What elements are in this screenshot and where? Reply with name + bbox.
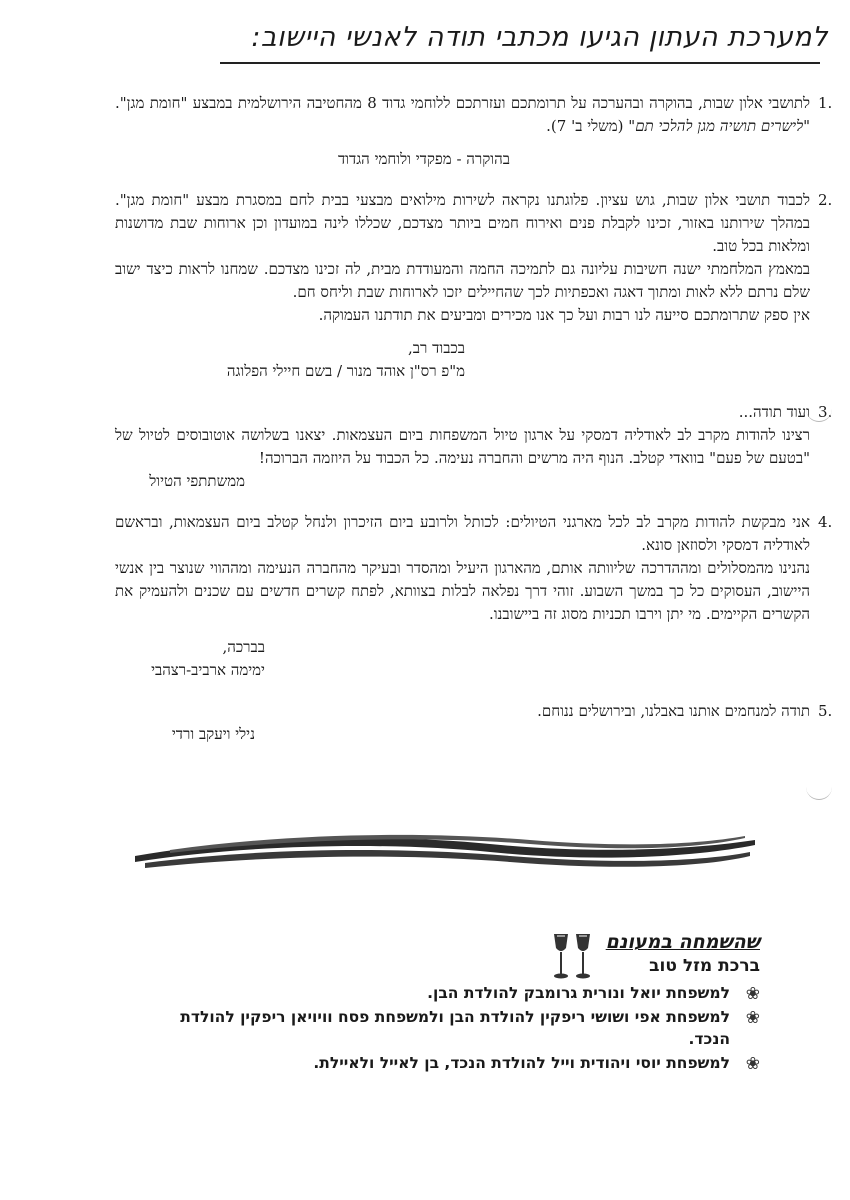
letter-signature: נילי ויעקב ורדי — [171, 725, 255, 743]
letter-paragraph: נהנינו מהמסלולים ומההדרכה שליוותה אותם, מהארגון היעיל ומהסדר ובעיקר מהחברה הנעימה ומההווי שנוצר בין אנשי היישוב, העסוקים כל כך במשך השבוע. זוהי דרך נפלאה לבלות בצוותא, לפתח קשרים חדשים עם שכנים ולהעמיק את הקשרים הקיימים. מי יתן וירבו תכניות מסוג זה ביישובנו. — [115, 559, 810, 623]
item-number: .4 — [818, 513, 833, 531]
page-heading: למערכת העתון הגיעו מכתבי תודה לאנשי היישוב: — [251, 22, 828, 53]
quote-source: (משלי ב' 7). — [546, 117, 624, 135]
letter-signature: ימימה ארביב-רצהבי — [151, 661, 265, 679]
celebration-list — [80, 982, 760, 1074]
flower-icon: ❀ — [745, 1054, 760, 1074]
letter-closing: בברכה, — [222, 638, 265, 656]
celebration-section — [80, 930, 760, 1076]
wave-divider — [130, 828, 760, 878]
letter-item — [115, 92, 833, 171]
letters-list — [115, 92, 833, 764]
letter-paragraph — [115, 92, 810, 138]
celebration-title: שהשמחה במעונם — [605, 931, 760, 953]
letter-paragraph: לכבוד תושבי אלון שבות, גוש עציון. פלוגתנו נקראה לשירות מילואים מבצעי בבית לחם במסגרת מבצע "חומת מגן". במהלך שירותנו באזור, זכינו לקבלת פנים ואירוח חמים ביותר מצדכם, שכללו לינה במועדון וכן ארוחות שבת מדושנות ומלאות בכל טוב. — [115, 191, 810, 255]
letter-item — [115, 401, 833, 493]
list-item-text: למשפחת אפי ושושי ריפקין להולדת הבן ולמשפחת פסח וויויאן ריפקין להולדת הנכד. — [180, 1008, 730, 1048]
list-item — [170, 1006, 760, 1050]
letter-paragraph: תודה למנחמים אותנו באבלנו, ובירושלים ננוחם. — [537, 702, 810, 720]
letter-paragraph: ועוד תודה... — [738, 403, 810, 421]
letter-item — [115, 189, 833, 383]
letter-signature: בהוקרה - מפקדי ולוחמי הגדוד — [337, 150, 510, 168]
flower-icon: ❀ — [745, 984, 760, 1004]
bible-quote: "לישרים תושיה מגן להלכי תם" — [628, 117, 810, 135]
letter-paragraph: רצינו להודות מקרב לב לאודליה דמסקי על ארגון טיול המשפחות ביום העצמאות. יצאנו בשלושה אוטובוסים לטיול של "בטעם של פעם" בוואדי קטלב. הנוף היה מרשים והחברה נעימה. כל הכבוד על היוזמה הברוכה! — [115, 426, 810, 467]
celebration-subtitle: ברכת מזל טוב — [649, 956, 760, 976]
list-item — [170, 982, 760, 1004]
list-item — [170, 1052, 760, 1074]
letter-signature: מ"פ רס"ן אוהד מנור / בשם חיילי הפלוגה — [226, 362, 465, 380]
letter-item — [115, 511, 833, 682]
letter-text: לתושבי אלון שבות, בהוקרה ובהערכה על תרומתכם ועזרתכם ללוחמי גדוד 8 מהחטיבה הירושלמית במבצע "חומת מגן". — [115, 94, 811, 112]
heading-underline — [220, 62, 820, 64]
item-number: .3 — [818, 403, 833, 421]
letter-paragraph: אני מבקשת להודות מקרב לב לכל מארגני הטיולים: לכותל ולרובע ביום הזיכרון ולנחל קטלב ביום העצמאות, ובראשם לאודליה דמסקי ולסוזאן סונא. — [115, 513, 810, 554]
letter-paragraph: במאמץ המלחמתי ישנה חשיבות עליונה גם לתמיכה החמה והמעודדת מבית, לה זכינו מצדכם. שמחנו לראות כיצד ישוב שלם נרתם ללא לאות ומתוך דאגה ואכפתיות לכך שהחיילים יזכו לארוחות שבת וליחס חם. — [115, 260, 810, 301]
letter-signature: ממשתתפי הטיול — [149, 472, 245, 490]
item-number: .5 — [818, 702, 833, 720]
list-item-text: למשפחת יוסי ויהודית וייל להולדת הנכד, בן לאייל ולאיילת. — [313, 1054, 730, 1072]
list-item-text: למשפחת יואל ונורית גרומבק להולדת הבן. — [427, 984, 730, 1002]
letter-closing: בכבוד רב, — [408, 339, 465, 357]
flower-icon: ❀ — [745, 1008, 760, 1028]
item-number: .2 — [818, 191, 833, 209]
letter-paragraph: אין ספק שתרומתכם סייעה לנו רבות ועל כך אנו מכירים ומביעים את תודתנו העמוקה. — [318, 306, 810, 324]
letter-item — [115, 700, 833, 746]
item-number: .1 — [818, 94, 833, 112]
binder-hole-mark — [806, 783, 832, 800]
